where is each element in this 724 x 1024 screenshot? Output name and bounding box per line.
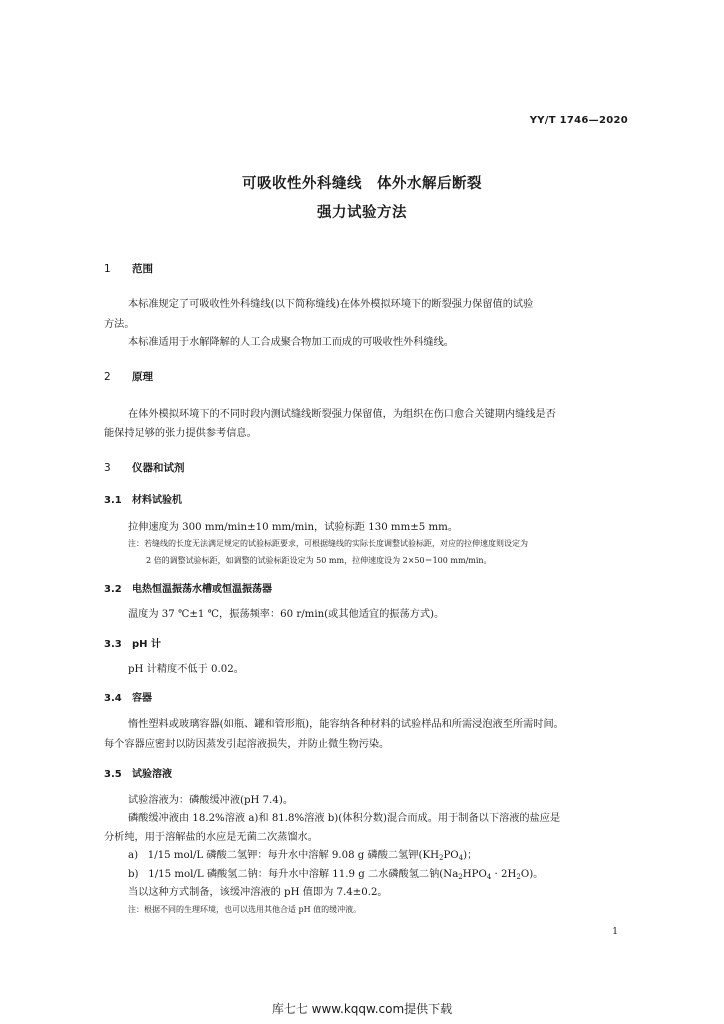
subsection-3-4-heading: [104, 689, 152, 704]
section-title: 容器: [132, 693, 152, 704]
paragraph: 能保持足够的张力提供参考信息。: [104, 428, 257, 439]
paragraph: 本标准规定了可吸收性外科缝线(以下简称缝线)在体外模拟环境下的断裂强力保留值的试验: [128, 299, 534, 310]
paragraph: pH 计精度不低于 0.02。: [128, 664, 244, 675]
paragraph: 拉伸速度为 300 mm/min±10 mm/min，试验标距 130 mm±5 mm。: [128, 522, 459, 533]
subscript: 2: [438, 854, 444, 862]
standard-number: YY/T 1746—2020: [529, 115, 628, 126]
paragraph: 本标准适用于水解降解的人工合成聚合物加工而成的可吸收性外科缝线。: [128, 337, 454, 348]
list-text: 1/15 mol/L 磷酸二氢钾：每升水中溶解 9.08 g 磷酸二氢钾(KH: [147, 850, 439, 861]
section-number: 3.3: [104, 639, 122, 650]
document-title-line2: 强力试验方法: [317, 205, 407, 221]
paragraph: 分析纯，用于溶解盐的水应是无菌二次蒸馏水。: [104, 832, 318, 843]
section-title: pH 计: [132, 639, 162, 650]
list-label: b): [128, 869, 139, 880]
subscript: 4: [458, 854, 464, 862]
list-text: · 2H: [491, 869, 517, 880]
paragraph: 温度为 37 ℃±1 ℃，振荡频率：60 r/min(或其他适宜的振荡方式)。: [128, 609, 445, 620]
section-title: 材料试验机: [132, 495, 182, 506]
section-title: 电热恒温振荡水槽或恒温振荡器: [132, 584, 272, 595]
list-text: PO: [443, 850, 459, 861]
section-number: 3: [104, 462, 111, 474]
section-number: 2: [104, 371, 111, 383]
section-title: 仪器和试剂: [132, 462, 185, 474]
paragraph: 方法。: [104, 319, 135, 330]
list-text: )；: [463, 850, 478, 861]
subsection-3-5-heading: [104, 765, 172, 780]
section-title: 范围: [132, 263, 153, 275]
subscript: 2: [516, 873, 521, 881]
list-text: 1/15 mol/L 磷酸氢二钠：每升水中溶解 11.9 g 二水磷酸氢二钠(Na: [148, 869, 459, 880]
paragraph: 磷酸缓冲液由 18.2%溶液 a)和 81.8%溶液 b)(体积分数)混合而成。用于制备以下溶液的盐应是: [128, 813, 561, 824]
subscript: 2: [458, 873, 463, 881]
paragraph: 每个容器应密封以防因蒸发引起溶液损失，并防止微生物污染。: [104, 739, 390, 750]
list-text: HPO: [462, 869, 487, 880]
subscript: 4: [486, 873, 492, 881]
subsection-3-1-heading: [104, 491, 182, 506]
list-label: a): [128, 850, 139, 861]
section-number: 3.1: [104, 495, 122, 506]
document-title-line1: 可吸收性外科缝线 体外水解后断裂: [242, 176, 482, 192]
list-text: O)。: [520, 869, 544, 880]
note: 注：若缝线的长度无法满足规定的试验标距要求，可根据缝线的实际长度调整试验标距，对应的拉伸速度则设定为: [128, 539, 528, 548]
subsection-3-2-heading: [104, 580, 272, 595]
page-number: 1: [612, 927, 618, 937]
list-item-a: [128, 846, 477, 862]
section-3-heading: [104, 460, 185, 475]
section-number: 3.5: [104, 769, 122, 780]
list-item-b: [128, 865, 543, 881]
download-watermark: 库七七 www.kqqw.com提供下载: [271, 1002, 453, 1016]
note: 2 倍的调整试验标距，如调整的试验标距设定为 50 mm，拉伸速度设为 2×50＝100 mm/min。: [146, 556, 492, 565]
section-1-heading: [104, 261, 153, 276]
section-number: 3.2: [104, 584, 122, 595]
paragraph: 试验溶液为：磷酸缓冲液(pH 7.4)。: [128, 795, 294, 806]
subsection-3-3-heading: [104, 635, 161, 650]
paragraph: 惰性塑料或玻璃容器(如瓶、罐和管形瓶)，能容纳各种材料的试验样品和所需浸泡液至所需时间。: [128, 719, 564, 730]
section-title: 试验溶液: [132, 769, 172, 780]
section-number: 1: [104, 263, 111, 275]
paragraph: 在体外模拟环境下的不同时段内测试缝线断裂强力保留值，为组织在伤口愈合关键期内缝线是否: [128, 409, 556, 420]
section-2-heading: [104, 369, 153, 384]
paragraph: 当以这种方式制备，该缓冲溶液的 pH 值即为 7.4±0.2。: [128, 887, 388, 898]
note: 注：根据不同的生理环境，也可以选用其他合适 pH 值的缓冲液。: [128, 905, 362, 914]
section-number: 3.4: [104, 693, 122, 704]
section-title: 原理: [132, 371, 153, 383]
